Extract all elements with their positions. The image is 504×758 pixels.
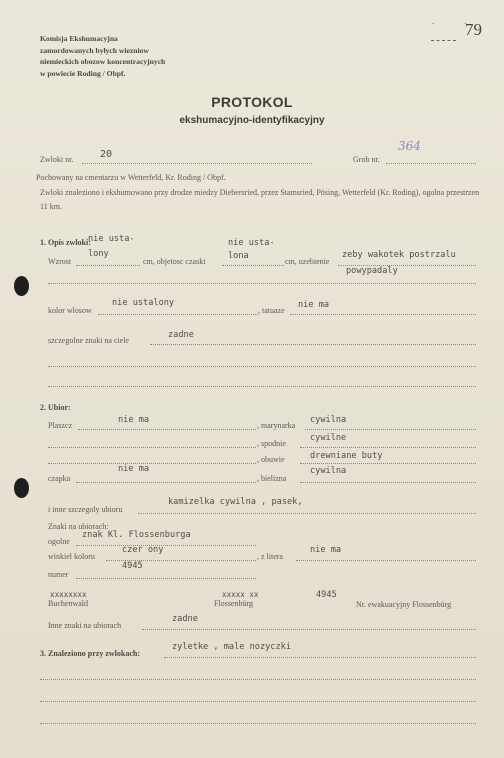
uzebienie-value-line2: powypadaly xyxy=(346,266,398,276)
kolor-value: nie ustalony xyxy=(112,298,175,308)
section1-heading: 1. Opis zwloki: xyxy=(40,238,91,247)
bielizna-value: cywilna xyxy=(310,466,347,476)
flossenburg-label: Flossenbürg xyxy=(214,599,253,608)
litera-label: , z litera xyxy=(257,552,283,561)
punch-hole xyxy=(14,276,29,296)
tatuaze-label: , tatuaze xyxy=(258,306,285,315)
wzrost-value-line2: lony xyxy=(88,249,109,259)
grob-value-handwritten: 364 xyxy=(398,139,421,153)
flossenburg-strikeout: xxxxx xx xyxy=(222,590,259,599)
document-subtitle: ekshumacyjno-identyfikacyjny xyxy=(179,115,325,126)
obuwie-label: , obuwie xyxy=(257,455,285,464)
org-line: zamordowanych byłych wiezniow xyxy=(40,45,149,55)
punch-hole xyxy=(14,478,29,498)
buchenwald-label: Buchenwald xyxy=(48,599,88,608)
spodnie-label: , spodnie xyxy=(257,439,286,448)
buchenwald-strikeout: xxxxxxxx xyxy=(50,590,87,599)
ogolne-label: ogolne xyxy=(48,537,70,546)
found-text: Zwloki znaleziono i ekshumowano przy drodze miedzy Diebersried, przez Stamsried, Pösing, Wetterfeld (Kr. Roding), ogolna przestrzen 11 km. xyxy=(40,188,480,211)
corner-dots: . . xyxy=(432,16,481,26)
plaszcz-label: Plaszcz xyxy=(48,421,72,430)
org-line: niemieckich obozow koncentracyjnych xyxy=(40,57,166,67)
page-number: 79 xyxy=(465,20,482,39)
org-line: Komisja Ekshumacyjna xyxy=(40,34,118,43)
ewak-value: 4945 xyxy=(316,590,337,600)
zwloki-label: Zwloki nr. xyxy=(40,155,74,164)
litera-value: nie ma xyxy=(310,545,342,555)
section3-heading: 3. Znaleziono przy zwlokach: xyxy=(40,649,140,658)
wzrost-label: Wzrost xyxy=(48,257,72,266)
czapka-label: czapka xyxy=(48,474,71,483)
inne-znaki-label: Inne znaki na ubiorach xyxy=(48,621,122,630)
organization-header xyxy=(40,33,165,79)
org-line: w powiecie Roding / Obpf. xyxy=(40,68,126,78)
znaki-label: szczegolne znaki na ciele xyxy=(48,336,130,345)
zwloki-value: 20 xyxy=(100,149,113,160)
obuwie-value: drewniane buty xyxy=(310,451,383,461)
burial-text: Pochowany na cmentarzu w Wetterfeld, Kr. Roding / Obpf. xyxy=(36,173,226,182)
ewak-label: Nr. ewakuacyjny Flossenbürg xyxy=(356,600,452,609)
grob-label: Grob nr. xyxy=(353,155,380,164)
plaszcz-value: nie ma xyxy=(118,415,150,425)
cm-label-2: cm, uzebienie xyxy=(285,257,330,266)
inne-szczegoly-label: i inne szczegoly ubioru xyxy=(48,505,123,514)
corner-dashes xyxy=(431,40,456,41)
marynarka-label: , marynarka xyxy=(257,421,296,430)
winkiel-label: winkiel koloru xyxy=(48,552,95,561)
ogolne-value: znak Kl. Flossenburga xyxy=(82,530,191,540)
bielizna-label: , bielizna xyxy=(257,474,287,483)
czaska-value-line1: nie usta- xyxy=(228,238,275,248)
wzrost-value-line1: nie usta- xyxy=(88,234,135,244)
czapka-value: nie ma xyxy=(118,464,150,474)
cm-label-1: cm, objetosc czaski xyxy=(143,257,206,266)
numer-label: numer xyxy=(48,570,69,579)
tatuaze-value: nie ma xyxy=(298,300,330,310)
znaki-na-ubiorach-label: Znaki na ubiorach: xyxy=(48,522,109,531)
winkiel-value: czer ony xyxy=(122,545,164,555)
kolor-label: kolor wlosow xyxy=(48,306,92,315)
znaki-value: zadne xyxy=(168,330,194,340)
uzebienie-value-line1: zeby wakotek postrzalu xyxy=(342,250,456,260)
marynarka-value: cywilna xyxy=(310,415,347,425)
czaska-value-line2: lona xyxy=(228,251,249,261)
numer-value: 4945 xyxy=(122,561,143,571)
section2-heading: 2. Ubior: xyxy=(40,403,71,412)
section3-value: zyletke , male nozyczki xyxy=(172,642,291,652)
inne-znaki-value: zadne xyxy=(172,614,198,624)
inne-szczegoly-value: kamizelka cywilna , pasek, xyxy=(168,497,303,507)
document-title: PROTOKOL xyxy=(211,94,293,110)
spodnie-value: cywilne xyxy=(310,433,347,443)
